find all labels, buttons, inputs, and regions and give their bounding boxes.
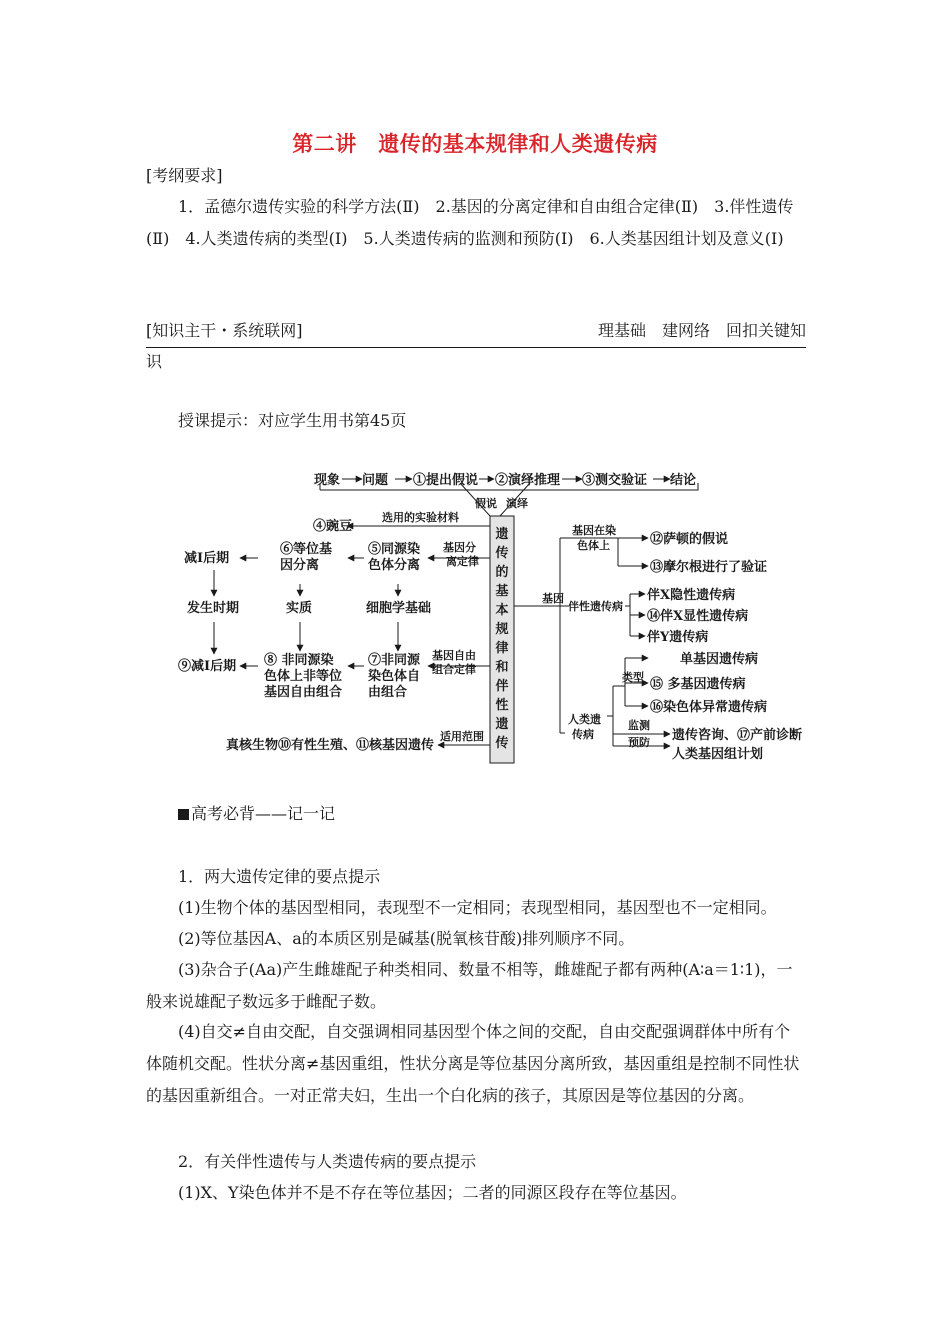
- section-motto: 理基础 建网络 回扣关键知: [597, 321, 806, 340]
- section-title: [知识主干・系统联网]: [146, 321, 303, 340]
- gene-label: 基因: [542, 592, 564, 605]
- center-char: 基: [495, 584, 509, 599]
- center-char: 伴: [495, 679, 509, 694]
- cytology-label: 细胞学基础: [366, 601, 432, 616]
- essence-label: 实质: [286, 601, 313, 616]
- monitor-label: 监测: [628, 719, 650, 732]
- center-char: 遗: [495, 527, 509, 542]
- meiosis-answer: ⑨减Ⅰ后期: [178, 659, 237, 674]
- scope-text: 真核生物⑩有性生殖、⑪核基因遗传: [226, 738, 435, 753]
- chain-testcross: ③测交验证: [582, 473, 648, 488]
- morgan-verification: ⑬摩尔根进行了验证: [650, 560, 768, 575]
- nonallele-free: 基因自由组合: [264, 685, 343, 700]
- material-pea: ④豌豆: [313, 519, 353, 534]
- independent-law: 组合定律: [432, 663, 476, 676]
- page-title: 第二讲 遗传的基本规律和人类遗传病: [292, 131, 658, 156]
- polygenic: ⑮ 多基因遗传病: [650, 677, 746, 692]
- memo-header: [146, 798, 806, 830]
- chromosomal: ⑯染色体异常遗传病: [650, 700, 768, 715]
- memo-section-1-title: 1．两大遗传定律的要点提示: [178, 867, 381, 886]
- requirements-text: 1．孟德尔遗传实验的科学方法(Ⅱ) 2.基因的分离定律和自由组合定律(Ⅱ) 3.伴性遗传(Ⅱ) 4.人类遗传病的类型(Ⅰ) 5.人类遗传病的监测和预防(Ⅰ) 6.人类基因组计划及意义(Ⅰ): [146, 197, 794, 248]
- genome-project: 人类基因组计划: [672, 747, 764, 762]
- meiosis-label: 减Ⅰ后期: [184, 551, 230, 566]
- nonallele-free: 色体上非等位: [264, 669, 343, 684]
- on-chromosome: 色体上: [577, 539, 610, 552]
- separation-law: 基因分: [443, 541, 476, 554]
- chain-deduction: ②演绎推理: [495, 473, 561, 488]
- memo-header-text: 高考必背——记一记: [191, 804, 336, 823]
- memo-point: (1)生物个体的基因型相同，表现型不一定相同；表现型相同，基因型也不一定相同。: [178, 898, 777, 917]
- nonhomologous-free: 染色体自: [368, 669, 421, 684]
- center-char: 传: [495, 736, 509, 751]
- y-linked: 伴Y遗传病: [647, 630, 709, 645]
- separation-law: 离定律: [446, 555, 479, 568]
- center-char: 本: [495, 603, 509, 618]
- material-label: 选用的实验材料: [382, 511, 459, 524]
- x-dominant: ⑭伴X显性遗传病: [647, 609, 749, 624]
- sutton-hypothesis: ⑫萨顿的假说: [650, 532, 729, 547]
- on-chromosome: 基因在染: [572, 524, 616, 537]
- center-char: 的: [495, 565, 509, 580]
- homologous-separation: ⑤同源染: [368, 542, 421, 557]
- independent-law: 基因自由: [432, 649, 476, 662]
- sex-linked-label: 伴性遗传病: [568, 600, 623, 613]
- section-header: [146, 315, 806, 348]
- prevent-label: 预防: [628, 736, 650, 749]
- human-disease: 传病: [572, 728, 594, 741]
- section-motto-wrap: 识: [146, 352, 163, 371]
- memo-point: (4)自交≠自由交配，自交强调相同基因型个体之间的交配，自由交配强调群体中所有个体随机交配。性状分离≠基因重组，性状分离是等位基因分离所致，基因重组是控制不同性状的基因重新组合。一对正常夫妇，生出一个白化病的孩子，其原因是等位基因的分离。: [146, 1022, 800, 1105]
- center-char: 规: [495, 622, 509, 637]
- deduction-label: 演绎: [506, 497, 528, 510]
- memo-point: (2)等位基因A、a的本质区别是碱基(脱氧核苷酸)排列顺序不同。: [178, 929, 635, 948]
- bullet-square-icon: [178, 809, 189, 820]
- center-char: 遗: [495, 717, 509, 732]
- allele-separation: ⑥等位基: [280, 542, 333, 557]
- genetic-counseling: 遗传咨询、⑰产前诊断: [672, 728, 803, 743]
- hypothesis-label: 假说: [475, 497, 497, 510]
- nonhomologous-free: 由组合: [368, 685, 408, 700]
- center-char: 性: [495, 698, 509, 713]
- chain-hypothesis: ①提出假说: [413, 473, 479, 488]
- homologous-separation: 色体分离: [368, 558, 421, 573]
- nonhomologous-free: ⑦非同源: [368, 653, 421, 668]
- nonallele-free: ⑧ 非同源染: [264, 653, 334, 668]
- center-char: 和: [495, 660, 509, 675]
- center-char: 律: [495, 641, 509, 656]
- occurrence-label: 发生时期: [187, 601, 240, 616]
- scope-label: 适用范围: [440, 730, 484, 743]
- chain-question: 问题: [362, 473, 389, 488]
- chain-conclusion: 结论: [670, 473, 697, 488]
- allele-separation: 因分离: [280, 558, 320, 573]
- requirements-header: [考纲要求]: [146, 166, 223, 185]
- teaching-tip: 授课提示：对应学生用书第45页: [178, 411, 407, 430]
- human-disease: 人类遗: [568, 713, 601, 726]
- memo-section-2-title: 2．有关伴性遗传与人类遗传病的要点提示: [178, 1152, 477, 1171]
- chain-phenomenon: 现象: [314, 473, 341, 488]
- center-char: 传: [495, 546, 509, 561]
- monogenic: 单基因遗传病: [680, 652, 759, 667]
- knowledge-diagram: [170, 458, 820, 770]
- memo-point: (1)X、Y染色体并不是不存在等位基因；二者的同源区段存在等位基因。: [178, 1183, 687, 1202]
- x-recessive: 伴X隐性遗传病: [647, 588, 736, 603]
- memo-point: (3)杂合子(Aa)产生雌雄配子种类相同、数量不相等，雌雄配子都有两种(A∶a＝1∶1)，一般来说雄配子数远多于雌配子数。: [146, 960, 793, 1011]
- type-label: 类型: [622, 671, 644, 684]
